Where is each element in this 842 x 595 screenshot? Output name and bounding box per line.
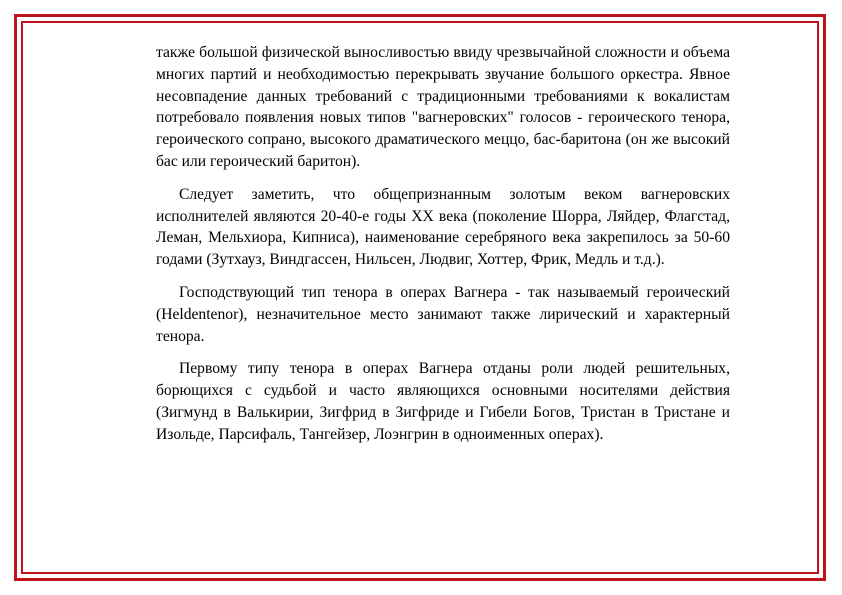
text-body <box>156 42 730 457</box>
paragraph-heldentenor: Господствующий тип тенора в операх Вагнера - так называемый героический (Heldentenor), незначительное место занимают также лирический и характерный тенора. <box>156 283 730 345</box>
paragraph-golden-age: Следует заметить, что общепризнанным золотым веком вагнеровских исполнителей являются 20-40-е годы XX века (поколение Шорра, Ляйдер, Флагстад, Леман, Мельхиора, Кипниса), наименование серебряного века закрепилось за 50-60 годами (Зутхауз, Виндгассен, Нильсен, Людвиг, Хоттер, Фрик, Медль и т.д.). <box>156 185 730 269</box>
paragraph-first-tenor-type: Первому типу тенора в операх Вагнера отданы роли людей решительных, борющихся с судьбой и часто являющихся основными носителями действия (Зигмунд в Валькирии, Зигфрид в Зигфриде и Гибели Богов, Тристан в Тристане и Изольде, Парсифаль, Тангейзер, Лоэнгрин в одноименных операх). <box>156 360 730 443</box>
paragraph-continuation: также большой физической выносливостью ввиду чрезвычайной сложности и объема многих партий и необходимостью перекрывать звучание большого оркестра. Явное несовпадение данных требований с традиционными требованиями к вокалистам потребовало появления новых типов "вагнеровских" голосов - героического тенора, героического сопрано, высокого драматического меццо, бас-баритона (он же высокий бас или героический баритон). <box>156 44 730 170</box>
